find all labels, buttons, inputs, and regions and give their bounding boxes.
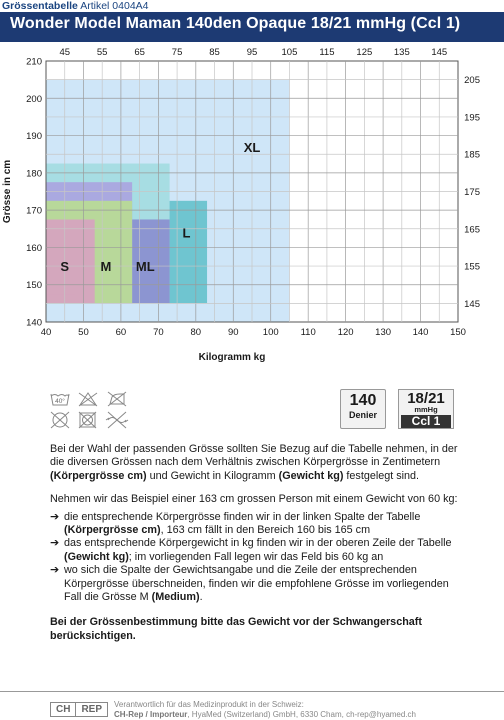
compression-badge [398, 389, 454, 429]
y-right-tick-label: 185 [464, 149, 480, 161]
zone-s [46, 294, 76, 303]
x-top-tick-label: 95 [246, 47, 258, 58]
pregnancy-note: Bei der Grössenbestimmung bitte das Gewicht vor der Schwangerschaft berücksichtigen. [50, 616, 422, 642]
arrow-icon: ➔ [50, 564, 60, 577]
x-tick-label: 60 [115, 327, 127, 338]
svg-text:40°: 40° [55, 398, 65, 405]
care-icons [48, 390, 138, 430]
size-label-l: L [182, 225, 191, 241]
y-right-tick-label: 175 [464, 187, 480, 198]
no-wring-icon [106, 412, 128, 428]
x-tick-label: 90 [227, 327, 239, 338]
footer-divider [0, 691, 504, 692]
y-tick-label: 170 [26, 205, 42, 217]
x-top-tick-label: 85 [209, 47, 220, 58]
denier-unit: Denier [348, 410, 377, 420]
step-item: ➔ die entsprechende Körpergrösse finden wir in der linken Spalte der Tabelle (Körpergrösse cm), 163 cm fällt in den Bereich 160 bis 165 cm [50, 510, 421, 537]
arrow-icon: ➔ [50, 510, 60, 523]
compression-unit: mmHg [414, 405, 438, 414]
x-top-tick-label: 65 [134, 47, 145, 58]
x-top-tick-label: 145 [431, 47, 448, 58]
step-item: ➔ das entsprechende Körpergewicht in kg finden wir in der oberen Zeile der Tabelle (Gewicht kg); im vorliegenden Fall legen wir das Feld bis 60 kg an [50, 537, 452, 563]
header-article: Artikel 0404A4 [77, 0, 149, 12]
header-label: Grössentabelle [2, 0, 78, 12]
y-tick-label: 200 [26, 93, 42, 105]
x-axis-title: Kilogramm kg [198, 352, 266, 363]
size-label-s: S [60, 259, 70, 275]
care-symbols [48, 390, 140, 432]
y-right-tick-label: 145 [464, 298, 480, 310]
x-tick-label: 80 [190, 327, 202, 338]
footer-text: Verantwortlich für das Medizinprodukt in der Schweiz: CH-Rep / Importeur, HyaMed (Switzerland) GmbH, 6330 Cham, ch-rep@hyamed.ch [114, 700, 416, 719]
y-right-tick-label: 195 [464, 112, 480, 124]
x-tick-label: 150 [450, 327, 466, 338]
x-top-tick-label: 105 [281, 47, 298, 58]
doc-header [2, 0, 149, 12]
x-tick-label: 120 [337, 327, 354, 338]
zone-s [46, 219, 95, 303]
denier-value: 140 [349, 392, 377, 409]
compression-class: Ccl 1 [401, 415, 451, 428]
x-top-tick-label: 45 [59, 47, 71, 58]
no-iron-icon [108, 392, 126, 406]
x-top-tick-label: 115 [319, 47, 335, 58]
x-top-tick-label: 75 [171, 47, 183, 58]
y-tick-label: 150 [26, 280, 42, 292]
step-item: ➔ wo sich die Spalte der Gewichtsangabe und die Zeile der entsprechenden Körpergrösse überschneiden, finden wir die empfohlene Grösse im vorliegenden Fall die Grösse M (Medium). [50, 564, 449, 604]
product-title: Wonder Model Maman 140den Opaque 18/21 mmHg (Ccl 1) [10, 15, 461, 32]
x-tick-label: 70 [153, 327, 164, 338]
ch-rep-badge [50, 702, 108, 717]
x-tick-label: 50 [78, 327, 89, 338]
x-tick-label: 100 [262, 327, 279, 338]
denier-badge [340, 389, 386, 429]
no-dry-clean-icon [51, 412, 69, 428]
y-tick-label: 190 [26, 131, 42, 143]
x-top-tick-label: 55 [96, 47, 108, 58]
rep-label: REP [75, 703, 107, 716]
y-tick-label: 140 [26, 317, 42, 329]
no-tumble-dry-icon [79, 412, 96, 428]
y-tick-label: 210 [26, 56, 42, 68]
x-top-tick-label: 135 [393, 47, 410, 58]
y-right-tick-label: 155 [464, 261, 480, 273]
x-tick-label: 130 [375, 327, 392, 338]
arrow-icon: ➔ [50, 537, 60, 550]
x-tick-label: 110 [300, 327, 316, 338]
y-right-tick-label: 165 [464, 224, 480, 236]
y-tick-label: 180 [26, 168, 42, 180]
y-axis-title: Grösse in cm [2, 159, 13, 224]
size-label-ml: ML [135, 259, 155, 275]
wash-40-icon [51, 394, 69, 405]
no-bleach-icon [79, 393, 97, 406]
y-right-tick-label: 205 [464, 75, 480, 87]
ch-label: CH [56, 704, 71, 715]
instructions [50, 443, 460, 653]
compression-value: 18/21 [407, 390, 445, 407]
intro-paragraph: Bei der Wahl der passenden Grösse sollten Sie Bezug auf die Tabelle nehmen, in der die diversen Grössen nach dem Verhältnis zwischen Körpergrösse in Zentimetern (Körpergrösse cm) und Gewicht in Kilogramm (Gewicht kg) festgelegt sind. [50, 443, 458, 482]
size-chart [0, 42, 504, 367]
example-paragraph: Nehmen wir das Beispiel einer 163 cm grossen Person mit einem Gewicht von 60 kg: [50, 493, 458, 506]
size-label-xl: XL [243, 139, 261, 155]
x-tick-label: 40 [40, 327, 52, 338]
y-tick-label: 160 [26, 242, 42, 254]
x-tick-label: 140 [412, 327, 429, 338]
x-top-tick-label: 125 [356, 47, 373, 58]
size-label-m: M [100, 259, 112, 275]
